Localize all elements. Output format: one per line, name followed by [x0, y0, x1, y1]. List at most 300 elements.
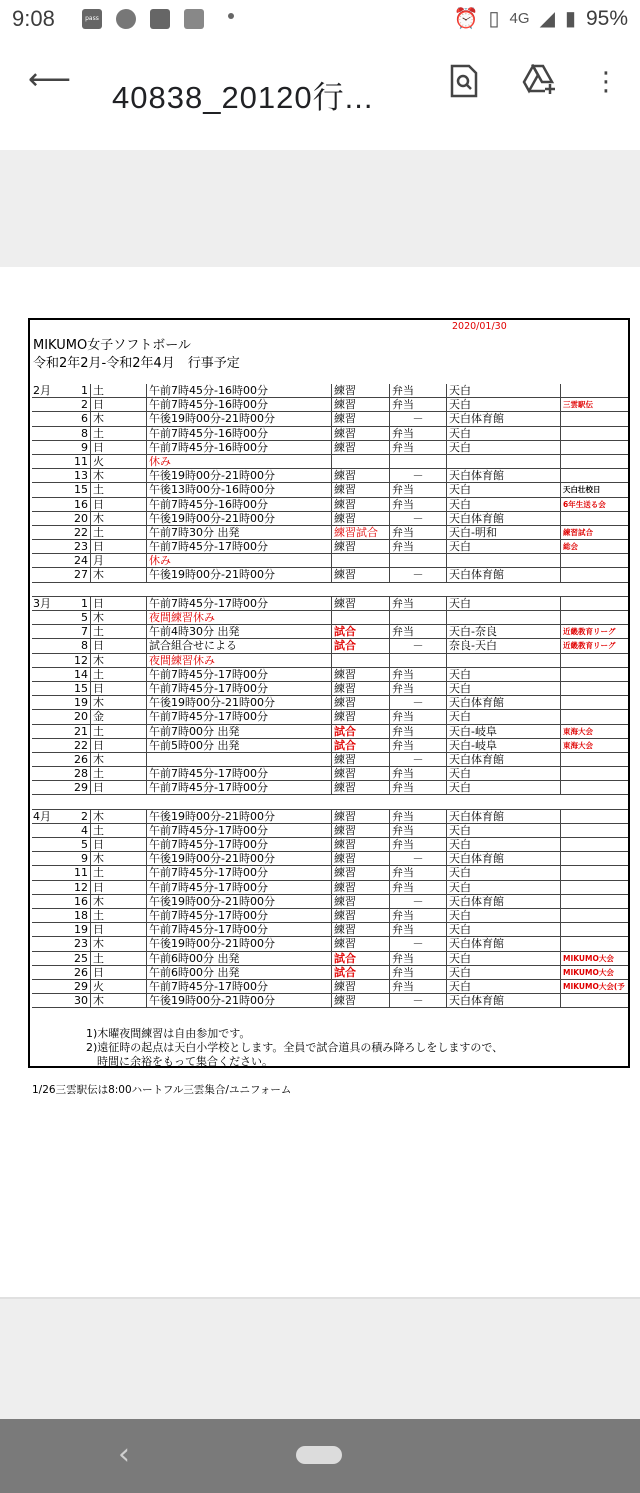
cell-w: 月: [90, 554, 146, 567]
table-row: [32, 881, 628, 895]
cell-p: 天白-岐阜: [446, 725, 560, 738]
cell-k: 練習: [331, 810, 389, 823]
cell-d: 5: [81, 611, 88, 624]
more-notifications-icon: [228, 13, 234, 19]
cell-m: [32, 895, 56, 908]
cell-w: 木: [90, 895, 146, 908]
table-row: [32, 725, 628, 739]
cell-p: 天白: [446, 441, 560, 454]
cell-k: 練習: [331, 512, 389, 525]
cell-w: 土: [90, 952, 146, 965]
cell-b: 弁当: [389, 980, 446, 993]
cell-b: 弁当: [389, 668, 446, 681]
cell-p: 奈良-天白: [446, 639, 560, 652]
cell-d: 11: [74, 866, 88, 880]
cell-t: 午前6時00分 出発: [146, 952, 331, 965]
cell-w: 木: [90, 937, 146, 950]
cell-d: 14: [74, 667, 88, 681]
cell-n: [560, 441, 628, 454]
cell-n: [560, 654, 628, 667]
cell-n: [560, 781, 628, 794]
cell-t: 午後19時00分-21時00分: [146, 937, 331, 950]
cell-m: [32, 639, 56, 652]
cell-n: [560, 597, 628, 610]
cell-w: 木: [90, 412, 146, 425]
table-row: [32, 384, 628, 398]
cell-b: [389, 611, 446, 624]
cell-d: 1: [81, 596, 88, 610]
document-heading: MIKUMO女子ソフトボール: [33, 338, 191, 353]
cell-t: 午前7時45分-17時00分: [146, 909, 331, 922]
cell-k: 練習: [331, 483, 389, 496]
cell-d: 8: [81, 639, 88, 653]
cell-t: 午前7時45分-17時00分: [146, 838, 331, 851]
table-row: [32, 980, 628, 994]
cell-n: 総会: [560, 540, 628, 553]
cell-b: 弁当: [389, 540, 446, 553]
document-title: 40838_20120行...: [112, 80, 374, 115]
cell-d: 4: [81, 823, 88, 837]
cell-d: 24: [74, 554, 88, 568]
cell-p: 天白体育館: [446, 469, 560, 482]
cell-m: [32, 540, 56, 553]
cell-k: 練習: [331, 909, 389, 922]
cell-d: 15: [74, 483, 88, 497]
cell-b: 弁当: [389, 923, 446, 936]
table-row: [32, 824, 628, 838]
cell-n: [560, 682, 628, 695]
cell-w: 土: [90, 725, 146, 738]
cell-m: [32, 923, 56, 936]
cell-b: 弁当: [389, 739, 446, 752]
cell-t: 午前7時45分-17時00分: [146, 540, 331, 553]
cell-t: 午前7時30分 出発: [146, 526, 331, 539]
cell-n: [560, 384, 628, 397]
cell-p: 天白: [446, 540, 560, 553]
table-row: [32, 937, 628, 951]
table-row: [32, 952, 628, 966]
cell-t: 午前7時45分-17時00分: [146, 597, 331, 610]
cell-b: 弁当: [389, 384, 446, 397]
cell-m: [32, 753, 56, 766]
cell-t: 午前7時45分-16時00分: [146, 498, 331, 511]
back-arrow-icon[interactable]: ⟵: [28, 62, 72, 97]
viewer-background: [0, 150, 640, 267]
footer-note-3: 時間に余裕をもって集合ください。: [86, 1055, 273, 1068]
cell-n: MIKUMO大会(予: [560, 980, 628, 993]
cell-k: [331, 611, 389, 624]
cell-p: 天白体育館: [446, 852, 560, 865]
cell-m: 2月: [33, 384, 51, 397]
cell-m: [32, 937, 56, 950]
cell-b: －: [389, 895, 446, 908]
cell-w: 土: [90, 526, 146, 539]
cell-k: 試合: [331, 739, 389, 752]
cell-b: 弁当: [389, 441, 446, 454]
table-row: [32, 568, 628, 582]
cell-m: [32, 881, 56, 894]
cell-t: 休み: [146, 554, 331, 567]
cell-b: 弁当: [389, 866, 446, 879]
pass-app-icon: pass: [82, 9, 102, 29]
add-to-drive-icon[interactable]: [522, 64, 558, 100]
cell-d: 6: [81, 412, 88, 426]
cell-t: 午後19時00分-21時00分: [146, 469, 331, 482]
cell-n: [560, 866, 628, 879]
cell-n: [560, 753, 628, 766]
cell-p: 天白-明和: [446, 526, 560, 539]
cell-p: 天白: [446, 597, 560, 610]
cell-t: 午前4時30分 出発: [146, 625, 331, 638]
cell-t: 午後13時00分-16時00分: [146, 483, 331, 496]
cell-d: 20: [74, 511, 88, 525]
cell-p: [446, 611, 560, 624]
table-row: [32, 994, 628, 1008]
cell-t: 午後19時00分-21時00分: [146, 412, 331, 425]
cell-p: [446, 654, 560, 667]
cell-n: [560, 881, 628, 894]
signal-icon: ◢: [539, 8, 555, 30]
cell-m: [32, 498, 56, 511]
table-row: [32, 753, 628, 767]
cell-n: [560, 412, 628, 425]
cell-n: [560, 554, 628, 567]
cell-p: 天白: [446, 427, 560, 440]
viewer-background-bottom: [0, 1297, 640, 1419]
footer-note-1: 1)木曜夜間練習は自由参加です。: [86, 1027, 251, 1040]
cell-b: 弁当: [389, 483, 446, 496]
table-row: [32, 739, 628, 753]
cell-d: 19: [74, 696, 88, 710]
cell-p: 天白: [446, 668, 560, 681]
footer-note-2: 2)遠征時の起点は天白小学校とします。全員で試合道具の積み降ろしをしますので、: [86, 1041, 504, 1054]
cell-b: －: [389, 994, 446, 1007]
table-row: [32, 810, 628, 824]
cell-p: 天白体育館: [446, 412, 560, 425]
cell-w: 日: [90, 881, 146, 894]
cell-t: 午後19時00分-21時00分: [146, 852, 331, 865]
cell-p: 天白: [446, 952, 560, 965]
cell-b: 弁当: [389, 781, 446, 794]
cell-t: 午前6時00分 出発: [146, 966, 331, 979]
cell-m: [32, 966, 56, 979]
cell-d: 21: [74, 724, 88, 738]
system-nav-bar: [0, 1419, 640, 1493]
cell-d: 8: [81, 426, 88, 440]
cell-p: 天白-奈良: [446, 625, 560, 638]
cell-m: [32, 852, 56, 865]
table-row: [32, 668, 628, 682]
cell-d: 22: [74, 738, 88, 752]
cell-k: 試合: [331, 639, 389, 652]
schedule-table: [32, 384, 628, 1008]
cell-d: 9: [81, 440, 88, 454]
cell-w: 木: [90, 696, 146, 709]
cell-w: 日: [90, 639, 146, 652]
cell-b: 弁当: [389, 881, 446, 894]
cell-p: 天白: [446, 866, 560, 879]
cell-t: 午前7時45分-16時00分: [146, 427, 331, 440]
cell-m: [32, 739, 56, 752]
table-row: [32, 966, 628, 980]
app-notification-icon: [150, 9, 170, 29]
cell-b: 弁当: [389, 498, 446, 511]
cell-m: [32, 469, 56, 482]
cell-n: 近畿教育リーグ: [560, 625, 628, 638]
cell-k: 練習: [331, 824, 389, 837]
cell-k: [331, 455, 389, 468]
table-row: [32, 483, 628, 497]
cell-w: 日: [90, 838, 146, 851]
cell-w: 火: [90, 455, 146, 468]
cell-k: 練習: [331, 753, 389, 766]
cell-d: 29: [74, 781, 88, 795]
cell-k: 練習: [331, 427, 389, 440]
cell-p: 天白体育館: [446, 994, 560, 1007]
cell-p: 天白: [446, 909, 560, 922]
cell-k: 試合: [331, 966, 389, 979]
cell-m: [32, 512, 56, 525]
cell-n: [560, 810, 628, 823]
cell-k: 試合: [331, 725, 389, 738]
cell-k: 練習: [331, 696, 389, 709]
cell-w: 日: [90, 923, 146, 936]
table-row: [32, 923, 628, 937]
cell-k: 練習: [331, 852, 389, 865]
cell-d: 12: [74, 880, 88, 894]
cell-p: 天白: [446, 682, 560, 695]
table-row: [32, 526, 628, 540]
cell-p: [446, 554, 560, 567]
cell-p: 天白: [446, 483, 560, 496]
search-in-document-icon[interactable]: [446, 64, 482, 100]
cell-m: [32, 767, 56, 780]
cell-t: 午前7時45分-16時00分: [146, 384, 331, 397]
cell-p: 天白体育館: [446, 512, 560, 525]
document-subheading: 令和2年2月-令和2年4月 行事予定: [33, 356, 240, 371]
table-row: [32, 498, 628, 512]
cell-m: [32, 483, 56, 496]
cell-n: [560, 852, 628, 865]
cell-n: [560, 568, 628, 581]
table-row: [32, 554, 628, 568]
cell-t: 午前7時45分-17時00分: [146, 824, 331, 837]
table-row: [32, 852, 628, 866]
cell-w: 土: [90, 483, 146, 496]
cell-p: [446, 455, 560, 468]
cell-m: [32, 625, 56, 638]
cell-n: 東海大会: [560, 739, 628, 752]
cell-m: [32, 696, 56, 709]
table-row: [32, 469, 628, 483]
cell-t: 午前7時45分-17時00分: [146, 866, 331, 879]
cell-b: 弁当: [389, 966, 446, 979]
cell-n: [560, 611, 628, 624]
document-date: 2020/01/30: [452, 321, 507, 332]
cell-w: 日: [90, 682, 146, 695]
cell-m: [32, 611, 56, 624]
vibrate-icon: ▯: [488, 8, 500, 30]
cell-d: 27: [74, 568, 88, 582]
cell-p: 天白: [446, 498, 560, 511]
cell-k: 試合: [331, 952, 389, 965]
cell-m: [32, 455, 56, 468]
cell-k: [331, 654, 389, 667]
cell-p: 天白: [446, 838, 560, 851]
cell-n: [560, 923, 628, 936]
cell-w: 土: [90, 384, 146, 397]
cell-m: [32, 554, 56, 567]
status-right: [454, 6, 628, 31]
table-row: [32, 540, 628, 554]
cell-m: [32, 398, 56, 411]
cell-n: [560, 427, 628, 440]
cell-t: 午後19時00分-21時00分: [146, 895, 331, 908]
cell-n: [560, 696, 628, 709]
table-row: [32, 654, 628, 668]
email-icon: [184, 9, 204, 29]
cell-p: 天白: [446, 966, 560, 979]
cell-n: MIKUMO大会: [560, 952, 628, 965]
table-row: [32, 767, 628, 781]
cell-n: [560, 469, 628, 482]
cell-d: 19: [74, 923, 88, 937]
cell-k: 練習: [331, 568, 389, 581]
cell-p: 天白体育館: [446, 810, 560, 823]
cell-d: 29: [74, 979, 88, 993]
cell-b: －: [389, 412, 446, 425]
table-row: [32, 639, 628, 653]
cell-b: [389, 455, 446, 468]
cell-b: 弁当: [389, 427, 446, 440]
cell-b: 弁当: [389, 909, 446, 922]
battery-icon: ▮: [564, 8, 576, 30]
table-row: [32, 895, 628, 909]
table-row: [32, 455, 628, 469]
cell-k: 練習: [331, 881, 389, 894]
nav-home-pill[interactable]: [296, 1446, 342, 1464]
cell-p: 天白体育館: [446, 895, 560, 908]
cell-b: 弁当: [389, 597, 446, 610]
cell-t: 午前7時45分-16時00分: [146, 441, 331, 454]
table-row: [32, 427, 628, 441]
cell-t: 午後19時00分-21時00分: [146, 512, 331, 525]
bottom-note: 1/26三雲駅伝は8:00ハートフル三雲集合/ユニフォーム: [32, 1084, 292, 1096]
cell-d: 30: [74, 994, 88, 1008]
cell-b: 弁当: [389, 398, 446, 411]
cell-k: 練習: [331, 923, 389, 936]
cell-b: 弁当: [389, 682, 446, 695]
cell-d: 2: [81, 398, 88, 412]
cell-m: [32, 838, 56, 851]
cell-p: 天白: [446, 923, 560, 936]
cell-n: 6年生送る会: [560, 498, 628, 511]
battery-level: 95%: [585, 6, 628, 30]
cell-n: [560, 895, 628, 908]
cell-w: 日: [90, 781, 146, 794]
cell-b: 弁当: [389, 625, 446, 638]
alarm-icon: ⏰: [453, 8, 479, 30]
cell-m: [32, 725, 56, 738]
cell-m: [32, 441, 56, 454]
cell-m: [32, 980, 56, 993]
cell-w: 木: [90, 654, 146, 667]
cell-w: 金: [90, 710, 146, 723]
cell-d: 16: [74, 894, 88, 908]
cell-k: 練習: [331, 994, 389, 1007]
cell-n: MIKUMO大会: [560, 966, 628, 979]
cell-d: 26: [74, 752, 88, 766]
cell-k: 練習: [331, 412, 389, 425]
table-row: [32, 412, 628, 426]
cell-d: 11: [74, 454, 88, 468]
cell-d: 12: [74, 653, 88, 667]
cell-d: 26: [74, 965, 88, 979]
cell-k: 練習: [331, 540, 389, 553]
cell-t: 午前7時00分 出発: [146, 725, 331, 738]
nav-back-icon[interactable]: ‹: [118, 1437, 130, 1472]
cell-m: [32, 568, 56, 581]
cell-d: 18: [74, 908, 88, 922]
cell-k: 練習: [331, 980, 389, 993]
cell-b: 弁当: [389, 526, 446, 539]
table-row: [32, 441, 628, 455]
cell-p: 天白体育館: [446, 696, 560, 709]
cell-t: 午後19時00分-21時00分: [146, 994, 331, 1007]
schedule-document: [28, 318, 630, 1068]
cell-t: 午前7時45分-16時00分: [146, 398, 331, 411]
cell-p: 天白-岐阜: [446, 739, 560, 752]
table-row: [32, 866, 628, 880]
cell-b: 弁当: [389, 824, 446, 837]
cell-d: 22: [74, 525, 88, 539]
more-options-icon[interactable]: ⋮: [593, 67, 619, 97]
cell-p: 天白体育館: [446, 568, 560, 581]
cell-w: 木: [90, 994, 146, 1007]
cell-b: －: [389, 568, 446, 581]
table-row: [32, 696, 628, 710]
cell-w: 日: [90, 398, 146, 411]
cell-d: 2: [81, 809, 88, 823]
cell-w: 木: [90, 611, 146, 624]
cell-b: 弁当: [389, 767, 446, 780]
cell-d: 28: [74, 767, 88, 781]
cell-n: 近畿教育リーグ: [560, 639, 628, 652]
cell-w: 土: [90, 824, 146, 837]
cell-n: [560, 994, 628, 1007]
cell-m: [32, 994, 56, 1007]
cell-b: 弁当: [389, 710, 446, 723]
cell-b: [389, 554, 446, 567]
cell-k: 練習: [331, 398, 389, 411]
cell-m: 3月: [33, 596, 51, 610]
cell-p: 天白体育館: [446, 753, 560, 766]
cell-w: 木: [90, 469, 146, 482]
cell-k: 練習: [331, 838, 389, 851]
cell-m: [32, 412, 56, 425]
cell-w: 日: [90, 540, 146, 553]
status-time: 9:08: [12, 6, 55, 31]
cell-w: 木: [90, 568, 146, 581]
cell-m: [32, 781, 56, 794]
cell-k: 練習: [331, 710, 389, 723]
cell-k: 練習: [331, 668, 389, 681]
cell-d: 20: [74, 710, 88, 724]
table-row: [32, 838, 628, 852]
table-row: [32, 625, 628, 639]
cell-k: 練習: [331, 441, 389, 454]
cell-d: 5: [81, 838, 88, 851]
